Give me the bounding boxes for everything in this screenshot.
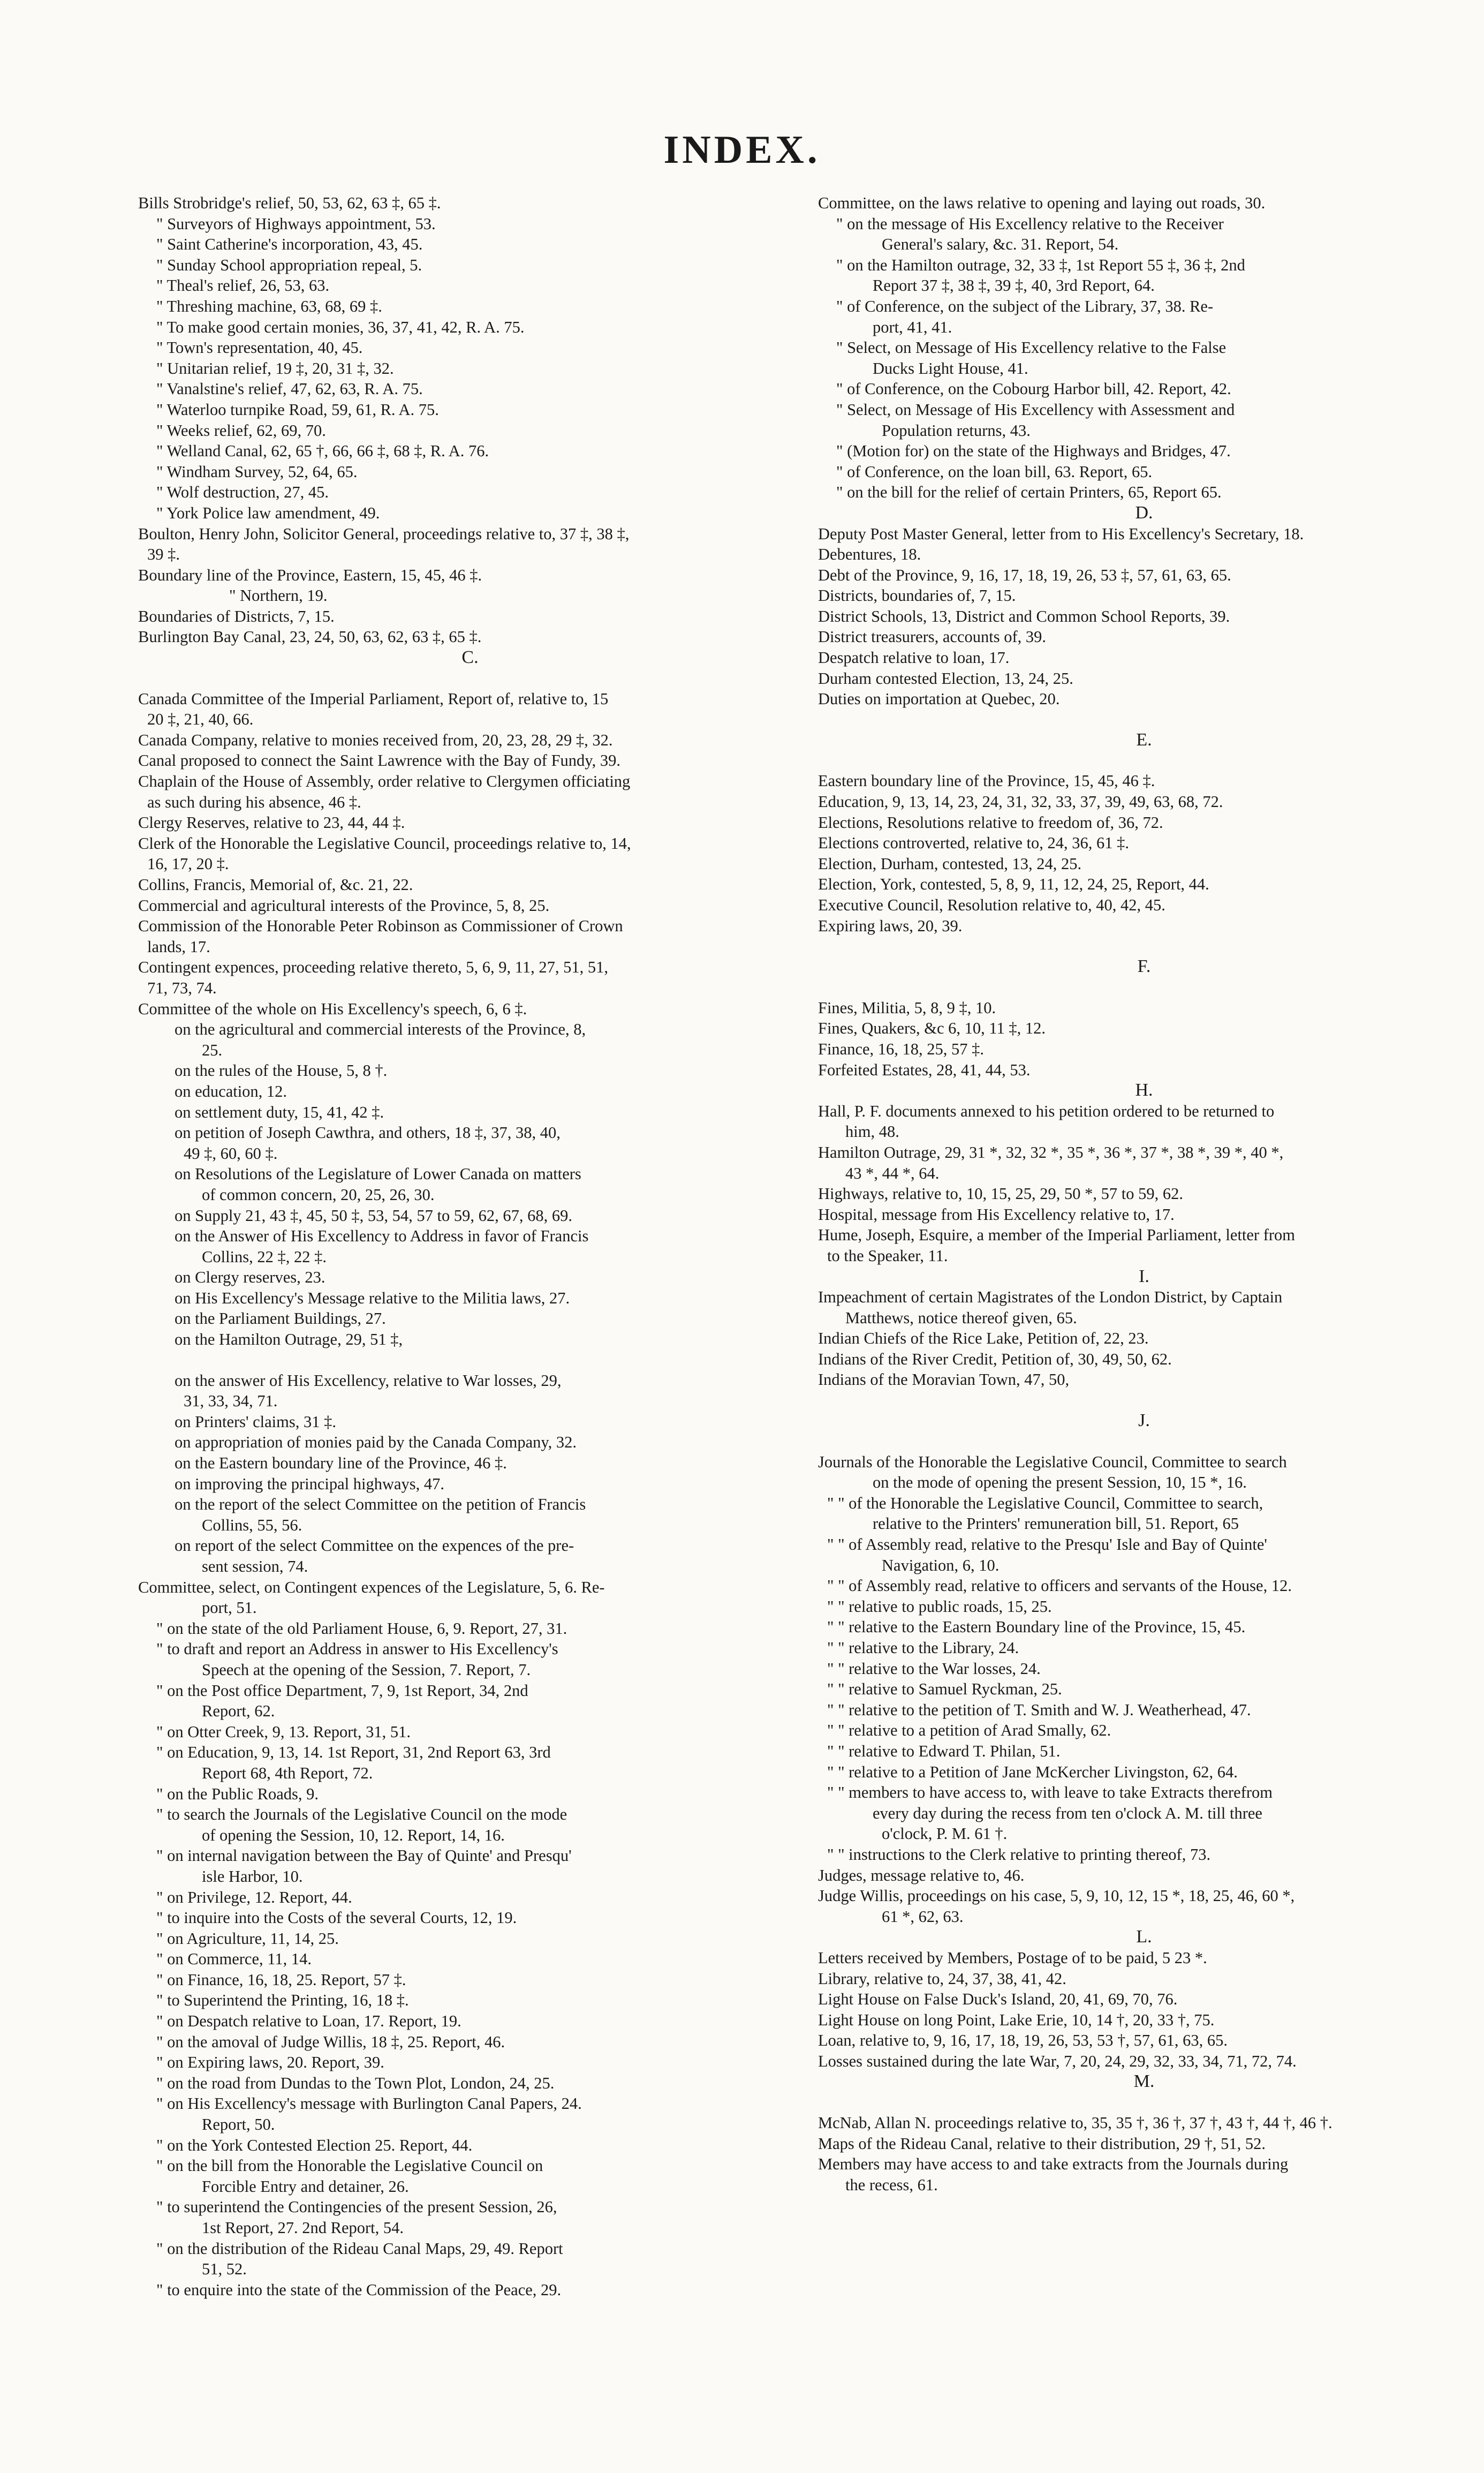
index-entry: " " relative to the Library, 24. [827, 1639, 1019, 1657]
index-entry: on appropriation of monies paid by the Canada Company, 32. [175, 1433, 577, 1452]
index-entry: Commercial and agricultural interests of the Province, 5, 8, 25. [138, 896, 550, 915]
index-entry: " " relative to the petition of T. Smith and W. J. Weatherhead, 47. [827, 1700, 1251, 1719]
index-entry: " " relative to public roads, 15, 25. [827, 1597, 1052, 1616]
index-entry: " to inquire into the Costs of the several Courts, 12, 19. [156, 1909, 517, 1927]
index-entry: " " relative to a petition of Arad Smally, 62. [827, 1721, 1111, 1740]
index-entry: Indians of the Moravian Town, 47, 50, [818, 1370, 1070, 1389]
index-entry: 20 ‡, 21, 40, 66. [147, 710, 254, 729]
index-entry: 51, 52. [202, 2260, 247, 2279]
index-entry: " York Police law amendment, 49. [156, 503, 380, 522]
index-entry: " on the amoval of Judge Willis, 18 ‡, 25. Report, 46. [156, 2032, 505, 2051]
index-entry: Report 68, 4th Report, 72. [202, 1763, 373, 1782]
index-entry: " on the Hamilton outrage, 32, 33 ‡, 1st Report 55 ‡, 36 ‡, 2nd [836, 255, 1245, 274]
index-entry: on improving the principal highways, 47. [175, 1474, 445, 1493]
index-entry: on the Hamilton Outrage, 29, 51 ‡, [175, 1330, 403, 1349]
index-entry: Light House on long Point, Lake Erie, 10, 14 †, 20, 33 †, 75. [818, 2010, 1215, 2029]
spacer [818, 710, 1470, 730]
index-entry: on the mode of opening the present Session, 10, 15 *, 16. [873, 1473, 1247, 1492]
index-entry: " " relative to the War losses, 24. [827, 1659, 1041, 1678]
index-entry: Expiring laws, 20, 39. [818, 916, 963, 935]
index-entry: " on Expiring laws, 20. Report, 39. [156, 2053, 384, 2072]
index-entry: Maps of the Rideau Canal, relative to their distribution, 29 †, 51, 52. [818, 2134, 1266, 2153]
index-entry: Losses sustained during the late War, 7, 20, 24, 29, 32, 33, 34, 71, 72, 74. [818, 2052, 1297, 2070]
index-entry: Report 37 ‡, 38 ‡, 39 ‡, 40, 3rd Report, 64. [873, 276, 1155, 295]
index-entry: " Threshing machine, 63, 68, 69 ‡. [156, 297, 382, 315]
index-entry: " Unitarian relief, 19 ‡, 20, 31 ‡, 32. [156, 359, 394, 378]
index-entry: Contingent expences, proceeding relative thereto, 5, 6, 9, 11, 27, 51, 51, [138, 958, 609, 977]
index-entry: Hume, Joseph, Esquire, a member of the Imperial Parliament, letter from [818, 1226, 1295, 1245]
index-entry: " on the York Contested Election 25. Report, 44. [156, 2136, 473, 2154]
index-entry: " Wolf destruction, 27, 45. [156, 483, 329, 502]
index-entry: " Northern, 19. [229, 586, 328, 605]
section-letter: E. [1136, 729, 1152, 750]
index-entry: Light House on False Duck's Island, 20, 41, 69, 70, 76. [818, 1990, 1178, 2009]
index-entry: " on the distribution of the Rideau Canal Maps, 29, 49. Report [156, 2239, 563, 2258]
index-entry: on the agricultural and commercial interests of the Province, 8, [175, 1020, 586, 1039]
index-entry: Judges, message relative to, 46. [818, 1866, 1025, 1884]
spacer [818, 1431, 1470, 1452]
index-entry: Districts, boundaries of, 7, 15. [818, 586, 1016, 605]
index-entry: Journals of the Honorable the Legislative Council, Committee to search [818, 1452, 1287, 1471]
index-entry: Eastern boundary line of the Province, 15, 45, 46 ‡. [818, 772, 1155, 790]
index-entry: on the Answer of His Excellency to Address in favor of Francis [175, 1227, 589, 1246]
index-entry: " on Education, 9, 13, 14. 1st Report, 31, 2nd Report 63, 3rd [156, 1743, 551, 1762]
index-entry: Collins, Francis, Memorial of, &c. 21, 22. [138, 876, 413, 894]
index-entry: Debt of the Province, 9, 16, 17, 18, 19, 26, 53 ‡, 57, 61, 63, 65. [818, 566, 1231, 584]
index-entry: " on the message of His Excellency relative to the Receiver [836, 214, 1224, 233]
index-entry: " to superintend the Contingencies of the present Session, 26, [156, 2198, 557, 2216]
index-entry: " " of the Honorable the Legislative Council, Committee to search, [827, 1494, 1263, 1512]
right-column [818, 193, 1470, 2195]
index-entry: Elections, Resolutions relative to freedom of, 36, 72. [818, 813, 1163, 832]
index-entry: 25. [202, 1041, 223, 1059]
index-entry: on the Parliament Buildings, 27. [175, 1309, 386, 1328]
index-entry: " on the Public Roads, 9. [156, 1784, 319, 1803]
index-entry: Forcible Entry and detainer, 26. [202, 2177, 409, 2196]
index-entry: " on Agriculture, 11, 14, 25. [156, 1929, 339, 1948]
index-entry: Indian Chiefs of the Rice Lake, Petition of, 22, 23. [818, 1329, 1149, 1348]
index-entry: " " members to have access to, with leave to take Extracts therefrom [827, 1783, 1273, 1802]
index-entry: " on the road from Dundas to the Town Plot, London, 24, 25. [156, 2074, 555, 2092]
index-entry: " Weeks relief, 62, 69, 70. [156, 421, 326, 440]
index-entry: Executive Council, Resolution relative to, 40, 42, 45. [818, 896, 1165, 914]
index-entry: " " instructions to the Clerk relative to printing thereof, 73. [827, 1845, 1211, 1864]
index-entry: " Sunday School appropriation repeal, 5. [156, 255, 422, 274]
index-entry: isle Harbor, 10. [202, 1867, 303, 1886]
index-entry: " Vanalstine's relief, 47, 62, 63, R. A. 75. [156, 380, 423, 398]
index-entry: Debentures, 18. [818, 545, 921, 564]
index-entry: " Select, on Message of His Excellency relative to the False [836, 338, 1226, 357]
index-entry: on report of the select Committee on the expences of the pre- [175, 1536, 574, 1555]
index-entry: Chaplain of the House of Assembly, order relative to Clergymen officiating [138, 772, 631, 791]
section-letter: J. [1138, 1411, 1150, 1431]
section-letter: L. [1136, 1927, 1152, 1947]
spacer [818, 750, 1470, 771]
index-entry: on Printers' claims, 31 ‡. [175, 1412, 336, 1431]
index-entry: McNab, Allan N. proceedings relative to, 35, 35 †, 36 †, 37 †, 43 †, 44 †, 46 †. [818, 2114, 1332, 2132]
index-entry: " " relative to Edward T. Philan, 51. [827, 1741, 1061, 1760]
index-entry: Commission of the Honorable Peter Robinson as Commissioner of Crown [138, 917, 623, 936]
index-entry: Elections controverted, relative to, 24, 36, 61 ‡. [818, 834, 1130, 853]
index-entry: on petition of Joseph Cawthra, and others, 18 ‡, 37, 38, 40, [175, 1124, 561, 1142]
index-entry: " on the bill from the Honorable the Legislative Council on [156, 2157, 543, 2175]
index-entry: " " relative to a Petition of Jane McKercher Livingston, 62, 64. [827, 1762, 1238, 1781]
index-entry: port, 51. [202, 1599, 257, 1617]
index-entry: him, 48. [845, 1122, 899, 1141]
index-entry: on Clergy reserves, 23. [175, 1268, 325, 1287]
index-entry: Bills Strobridge's relief, 50, 53, 62, 63 ‡, 65 ‡. [138, 194, 441, 212]
index-entry: Committee of the whole on His Excellency's speech, 6, 6 ‡. [138, 999, 527, 1018]
index-entry: on His Excellency's Message relative to the Militia laws, 27. [175, 1288, 570, 1307]
index-entry: General's salary, &c. 31. Report, 54. [882, 235, 1119, 254]
index-entry: Matthews, notice thereof given, 65. [845, 1308, 1077, 1327]
index-entry: 71, 73, 74. [147, 978, 217, 997]
index-entry: " Theal's relief, 26, 53, 63. [156, 276, 330, 295]
index-entry: 31, 33, 34, 71. [184, 1392, 278, 1411]
index-entry: on the report of the select Committee on the petition of Francis [175, 1495, 586, 1514]
index-entry: Clerk of the Honorable the Legislative Council, proceedings relative to, 14, [138, 834, 631, 853]
index-entry: port, 41, 41. [873, 318, 952, 336]
index-entry: Population returns, 43. [882, 421, 1031, 440]
index-entry: " on Commerce, 11, 14. [156, 1950, 312, 1969]
index-entry: sent session, 74. [202, 1557, 308, 1575]
section-letter: F. [1137, 956, 1151, 977]
index-entry: " " relative to the Eastern Boundary line of the Province, 15, 45. [827, 1618, 1246, 1637]
index-entry: " to search the Journals of the Legislative Council on the mode [156, 1805, 567, 1824]
spacer [818, 1390, 1470, 1411]
index-entry: Committee, on the laws relative to opening and laying out roads, 30. [818, 194, 1266, 212]
index-entry: of opening the Session, 10, 12. Report, 14, 16. [202, 1826, 505, 1844]
index-entry: Duties on importation at Quebec, 20. [818, 690, 1060, 708]
section-letter: M. [1133, 2071, 1155, 2092]
index-entry: o'clock, P. M. 61 †. [882, 1824, 1008, 1843]
spacer [138, 668, 802, 689]
index-entry: Impeachment of certain Magistrates of the London District, by Captain [818, 1288, 1283, 1307]
index-entry: " to draft and report an Address in answer to His Excellency's [156, 1640, 558, 1658]
index-entry: Collins, 22 ‡, 22 ‡. [202, 1247, 327, 1266]
index-entry: of common concern, 20, 25, 26, 30. [202, 1185, 435, 1204]
index-entry: Despatch relative to loan, 17. [818, 649, 1010, 667]
index-entry: " Town's representation, 40, 45. [156, 338, 363, 357]
index-entry: Report, 50. [202, 2115, 275, 2134]
index-entry: Canada Company, relative to monies received from, 20, 23, 28, 29 ‡, 32. [138, 730, 613, 749]
index-entry: Hall, P. F. documents annexed to his petition ordered to be returned to [818, 1102, 1275, 1120]
index-entry: 43 *, 44 *, 64. [845, 1164, 940, 1182]
index-entry: Letters received by Members, Postage of to be paid, 5 23 *. [818, 1948, 1207, 1967]
index-entry: " " of Assembly read, relative to officers and servants of the House, 12. [827, 1577, 1292, 1595]
index-entry: Report, 62. [202, 1702, 275, 1721]
index-entry: Hospital, message from His Excellency relative to, 17. [818, 1205, 1175, 1224]
index-entry: 49 ‡, 60, 60 ‡. [184, 1144, 278, 1163]
index-entry: " Welland Canal, 62, 65 †, 66, 66 ‡, 68 ‡, R. A. 76. [156, 442, 489, 461]
index-entry: " on Despatch relative to Loan, 17. Report, 19. [156, 2012, 461, 2031]
index-entry: Hamilton Outrage, 29, 31 *, 32, 32 *, 35 *, 36 *, 37 *, 38 *, 39 *, 40 *, [818, 1143, 1284, 1162]
index-entry: " of Conference, on the Cobourg Harbor bill, 42. Report, 42. [836, 380, 1231, 398]
spacer [138, 1350, 802, 1370]
index-entry: District Schools, 13, District and Common School Reports, 39. [818, 607, 1230, 625]
page-title: INDEX. [663, 128, 821, 172]
index-entry: " Windham Survey, 52, 64, 65. [156, 462, 358, 481]
index-entry: Fines, Militia, 5, 8, 9 ‡, 10. [818, 998, 996, 1017]
index-entry: " on Otter Creek, 9, 13. Report, 31, 51. [156, 1722, 411, 1741]
index-entry: Boulton, Henry John, Solicitor General, proceedings relative to, 37 ‡, 38 ‡, [138, 524, 630, 543]
index-entry: Education, 9, 13, 14, 23, 24, 31, 32, 33, 37, 39, 49, 63, 68, 72. [818, 793, 1223, 811]
index-entry: " of Conference, on the subject of the Library, 37, 38. Re- [836, 297, 1214, 315]
index-entry: on Supply 21, 43 ‡, 45, 50 ‡, 53, 54, 57 to 59, 62, 67, 68, 69. [175, 1206, 573, 1225]
index-entry: Members may have access to and take extracts from the Journals during [818, 2155, 1289, 2174]
index-entry: " on the Post office Department, 7, 9, 1st Report, 34, 2nd [156, 1681, 528, 1700]
index-entry: on education, 12. [175, 1082, 287, 1100]
spacer [818, 936, 1470, 956]
spacer [818, 2092, 1470, 2113]
index-entry: Indians of the River Credit, Petition of, 30, 49, 50, 62. [818, 1349, 1172, 1368]
index-entry: 61 *, 62, 63. [882, 1907, 964, 1926]
index-entry: relative to the Printers' remuneration bill, 51. Report, 65 [873, 1514, 1239, 1533]
section-letter: I. [1139, 1266, 1149, 1286]
index-entry: as such during his absence, 46 ‡. [147, 793, 361, 811]
index-entry: Canal proposed to connect the Saint Lawrence with the Bay of Fundy, 39. [138, 751, 620, 770]
index-entry: lands, 17. [147, 937, 210, 956]
index-entry: Judge Willis, proceedings on his case, 5, 9, 10, 12, 15 *, 18, 25, 46, 60 *, [818, 1887, 1295, 1905]
index-entry: Speech at the opening of the Session, 7. Report, 7. [202, 1660, 531, 1679]
index-entry: Boundaries of Districts, 7, 15. [138, 607, 335, 625]
index-entry: Finance, 16, 18, 25, 57 ‡. [818, 1039, 985, 1058]
index-entry: 39 ‡. [147, 545, 180, 564]
index-entry: " of Conference, on the loan bill, 63. Report, 65. [836, 462, 1153, 481]
index-entry: " Select, on Message of His Excellency with Assessment and [836, 400, 1235, 419]
index-entry: Deputy Post Master General, letter from to His Excellency's Secretary, 18. [818, 524, 1304, 543]
index-entry: Highways, relative to, 10, 15, 25, 29, 50 *, 57 to 59, 62. [818, 1185, 1183, 1203]
section-letter: H. [1135, 1080, 1153, 1100]
index-entry: on the Eastern boundary line of the Province, 46 ‡. [175, 1454, 507, 1473]
section-letter: C. [461, 647, 479, 668]
index-entry: Navigation, 6, 10. [882, 1556, 1000, 1574]
index-entry: " (Motion for) on the state of the Highways and Bridges, 47. [836, 442, 1231, 461]
index-entry: " on Finance, 16, 18, 25. Report, 57 ‡. [156, 1970, 406, 1989]
section-letter: D. [1135, 502, 1153, 523]
index-entry: " " of Assembly read, relative to the Presqu' Isle and Bay of Quinte' [827, 1535, 1267, 1554]
index-entry: " on the state of the old Parliament House, 6, 9. Report, 27, 31. [156, 1619, 567, 1638]
index-entry: Committee, select, on Contingent expences of the Legislature, 5, 6. Re- [138, 1578, 605, 1596]
index-entry: District treasurers, accounts of, 39. [818, 628, 1047, 646]
index-entry: 16, 17, 20 ‡. [147, 855, 229, 873]
index-entry: " To make good certain monies, 36, 37, 41, 42, R. A. 75. [156, 318, 525, 336]
index-entry: on settlement duty, 15, 41, 42 ‡. [175, 1103, 384, 1121]
index-entry: " on the bill for the relief of certain Printers, 65, Report 65. [836, 483, 1222, 502]
index-entry: " on Privilege, 12. Report, 44. [156, 1888, 352, 1906]
index-entry: Boundary line of the Province, Eastern, 15, 45, 46 ‡. [138, 566, 482, 584]
index-entry: Forfeited Estates, 28, 41, 44, 53. [818, 1060, 1031, 1079]
index-entry: Loan, relative to, 9, 16, 17, 18, 19, 26, 53, 53 †, 57, 61, 63, 65. [818, 2031, 1228, 2050]
left-column [138, 193, 802, 2300]
index-entry: on the rules of the House, 5, 8 †. [175, 1061, 388, 1080]
index-entry: " Waterloo turnpike Road, 59, 61, R. A. 75. [156, 400, 439, 419]
index-entry: " on internal navigation between the Bay of Quinte' and Presqu' [156, 1846, 572, 1865]
index-entry: the recess, 61. [845, 2175, 938, 2194]
index-entry: Burlington Bay Canal, 23, 24, 50, 63, 62, 63 ‡, 65 ‡. [138, 628, 482, 646]
index-entry: Ducks Light House, 41. [873, 359, 1028, 378]
index-entry: Collins, 55, 56. [202, 1516, 302, 1534]
index-entry: 1st Report, 27. 2nd Report, 54. [202, 2219, 404, 2237]
index-entry: on Resolutions of the Legislature of Lower Canada on matters [175, 1165, 581, 1183]
index-entry: every day during the recess from ten o'clock A. M. till three [873, 1804, 1262, 1822]
index-entry: Fines, Quakers, &c 6, 10, 11 ‡, 12. [818, 1019, 1046, 1038]
index-entry: " to enquire into the state of the Commission of the Peace, 29. [156, 2280, 562, 2299]
index-entry: " Surveyors of Highways appointment, 53. [156, 214, 436, 233]
index-entry: to the Speaker, 11. [827, 1246, 948, 1265]
index-entry: " to Superintend the Printing, 16, 18 ‡. [156, 1991, 409, 2010]
index-entry: Canada Committee of the Imperial Parliament, Report of, relative to, 15 [138, 689, 609, 708]
index-entry: " Saint Catherine's incorporation, 43, 45. [156, 235, 423, 254]
index-entry: Election, Durham, contested, 13, 24, 25. [818, 854, 1082, 873]
index-entry: Election, York, contested, 5, 8, 9, 11, 12, 24, 25, Report, 44. [818, 875, 1209, 894]
index-entry: " on His Excellency's message with Burlington Canal Papers, 24. [156, 2094, 582, 2113]
index-entry: Clergy Reserves, relative to 23, 44, 44 ‡. [138, 813, 405, 832]
index-entry: " " relative to Samuel Ryckman, 25. [827, 1680, 1062, 1699]
index-entry: on the answer of His Excellency, relative to War losses, 29, [175, 1371, 562, 1390]
index-entry: Durham contested Election, 13, 24, 25. [818, 669, 1073, 688]
index-entry: Library, relative to, 24, 37, 38, 41, 42. [818, 1969, 1066, 1988]
spacer [818, 977, 1470, 998]
